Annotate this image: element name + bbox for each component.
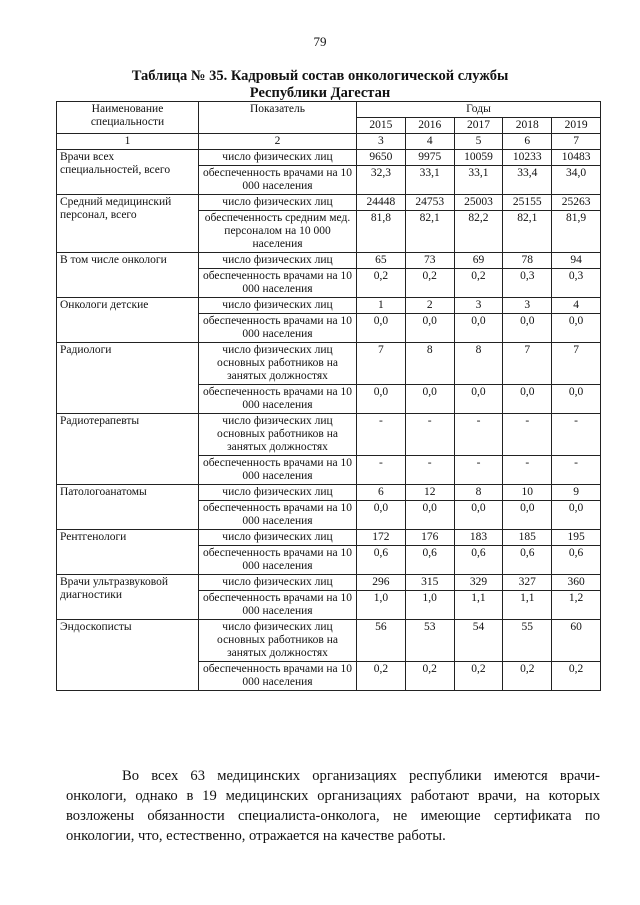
value-cell: 172 — [357, 530, 406, 546]
value-cell: 94 — [552, 253, 601, 269]
specialty-cell: Средний медицинский персонал, всего — [57, 195, 199, 253]
indicator-cell: число физических лиц — [199, 530, 357, 546]
header-year: 2016 — [405, 118, 454, 134]
value-cell: 82,1 — [405, 211, 454, 253]
value-cell: 53 — [405, 620, 454, 662]
staffing-table — [56, 101, 601, 691]
value-cell: 0,2 — [503, 662, 552, 691]
value-cell: 0,6 — [552, 546, 601, 575]
column-number: 5 — [454, 134, 503, 150]
table-row — [57, 575, 601, 591]
value-cell: 69 — [454, 253, 503, 269]
indicator-cell: обеспеченность врачами на 10 000 населения — [199, 385, 357, 414]
indicator-cell: обеспеченность врачами на 10 000 населения — [199, 501, 357, 530]
value-cell: 0,0 — [405, 314, 454, 343]
value-cell: 33,4 — [503, 166, 552, 195]
value-cell: 0,2 — [357, 662, 406, 691]
body-paragraph: Во всех 63 медицинских организациях республики имеются врачи-онкологи, однако в 19 медицинских организациях работают врачи, на которых возложены обязанности специалиста-онколога, не имеющие сертификата по онкологии, что, естественно, отражается на качестве работы. — [66, 768, 600, 844]
value-cell: 0,2 — [405, 269, 454, 298]
specialty-cell: Эндоскописты — [57, 620, 199, 691]
value-cell: - — [503, 456, 552, 485]
value-cell: 195 — [552, 530, 601, 546]
value-cell: 0,0 — [405, 501, 454, 530]
value-cell: 8 — [405, 343, 454, 385]
value-cell: 55 — [503, 620, 552, 662]
value-cell: - — [357, 456, 406, 485]
table-row — [57, 530, 601, 546]
value-cell: 10059 — [454, 150, 503, 166]
value-cell: 183 — [454, 530, 503, 546]
value-cell: 3 — [503, 298, 552, 314]
value-cell: 82,1 — [503, 211, 552, 253]
header-year: 2018 — [503, 118, 552, 134]
value-cell: 327 — [503, 575, 552, 591]
value-cell: 82,2 — [454, 211, 503, 253]
value-cell: 7 — [503, 343, 552, 385]
value-cell: 0,0 — [454, 385, 503, 414]
value-cell: 176 — [405, 530, 454, 546]
indicator-cell: число физических лиц — [199, 485, 357, 501]
value-cell: 0,0 — [552, 385, 601, 414]
value-cell: 0,2 — [454, 269, 503, 298]
indicator-cell: число физических лиц основных работников на занятых должностях — [199, 620, 357, 662]
indicator-cell: обеспеченность врачами на 10 000 населения — [199, 269, 357, 298]
value-cell: 9650 — [357, 150, 406, 166]
value-cell: 1,0 — [405, 591, 454, 620]
value-cell: 81,9 — [552, 211, 601, 253]
table-row — [57, 343, 601, 385]
value-cell: 73 — [405, 253, 454, 269]
value-cell: - — [405, 414, 454, 456]
value-cell: - — [454, 414, 503, 456]
table-title-line-2: Республики Дагестан — [249, 85, 391, 101]
value-cell: 1,0 — [357, 591, 406, 620]
value-cell: 7 — [552, 343, 601, 385]
indicator-cell: число физических лиц основных работников на занятых должностях — [199, 414, 357, 456]
value-cell: 0,0 — [503, 385, 552, 414]
value-cell: 10 — [503, 485, 552, 501]
value-cell: 0,2 — [552, 662, 601, 691]
value-cell: 10233 — [503, 150, 552, 166]
table-row — [57, 414, 601, 456]
column-number: 2 — [199, 134, 357, 150]
value-cell: 10483 — [552, 150, 601, 166]
value-cell: 0,0 — [552, 314, 601, 343]
indicator-cell: число физических лиц — [199, 298, 357, 314]
value-cell: 78 — [503, 253, 552, 269]
table-title — [0, 68, 640, 102]
header-year: 2017 — [454, 118, 503, 134]
value-cell: 24753 — [405, 195, 454, 211]
value-cell: 0,0 — [405, 385, 454, 414]
value-cell: 8 — [454, 343, 503, 385]
value-cell: 296 — [357, 575, 406, 591]
value-cell: 0,6 — [357, 546, 406, 575]
value-cell: 7 — [357, 343, 406, 385]
table-body — [57, 150, 601, 691]
value-cell: 54 — [454, 620, 503, 662]
value-cell: 81,8 — [357, 211, 406, 253]
value-cell: 0,0 — [552, 501, 601, 530]
specialty-cell: Онкологи детские — [57, 298, 199, 343]
specialty-cell: В том числе онкологи — [57, 253, 199, 298]
value-cell: 329 — [454, 575, 503, 591]
indicator-cell: обеспеченность врачами на 10 000 населения — [199, 591, 357, 620]
value-cell: 12 — [405, 485, 454, 501]
value-cell: 0,0 — [454, 501, 503, 530]
specialty-cell: Радиологи — [57, 343, 199, 414]
table-row — [57, 253, 601, 269]
value-cell: 34,0 — [552, 166, 601, 195]
indicator-cell: обеспеченность врачами на 10 000 населения — [199, 546, 357, 575]
value-cell: 0,2 — [357, 269, 406, 298]
value-cell: - — [405, 456, 454, 485]
value-cell: - — [503, 414, 552, 456]
value-cell: 0,0 — [357, 385, 406, 414]
column-number: 4 — [405, 134, 454, 150]
indicator-cell: обеспеченность врачами на 10 000 населения — [199, 456, 357, 485]
table-row — [57, 485, 601, 501]
specialty-cell: Врачи ультразвуковой диагностики — [57, 575, 199, 620]
value-cell: 0,0 — [503, 501, 552, 530]
table-row — [57, 150, 601, 166]
header-indicator: Показатель — [199, 102, 357, 134]
table-row — [57, 620, 601, 662]
value-cell: 1 — [357, 298, 406, 314]
value-cell: 0,0 — [503, 314, 552, 343]
indicator-cell: число физических лиц — [199, 150, 357, 166]
value-cell: 2 — [405, 298, 454, 314]
header-year: 2015 — [357, 118, 406, 134]
column-number: 3 — [357, 134, 406, 150]
value-cell: - — [552, 456, 601, 485]
value-cell: - — [552, 414, 601, 456]
value-cell: 25155 — [503, 195, 552, 211]
table-row — [57, 195, 601, 211]
value-cell: 1,1 — [503, 591, 552, 620]
column-number: 7 — [552, 134, 601, 150]
specialty-cell: Радиотерапевты — [57, 414, 199, 485]
value-cell: 0,0 — [454, 314, 503, 343]
value-cell: 0,0 — [357, 314, 406, 343]
table-row — [57, 298, 601, 314]
indicator-cell: число физических лиц — [199, 195, 357, 211]
header-year: 2019 — [552, 118, 601, 134]
indicator-cell: число физических лиц — [199, 253, 357, 269]
value-cell: 25003 — [454, 195, 503, 211]
value-cell: 33,1 — [405, 166, 454, 195]
value-cell: 1,2 — [552, 591, 601, 620]
value-cell: 185 — [503, 530, 552, 546]
specialty-cell: Патологоанатомы — [57, 485, 199, 530]
value-cell: 0,6 — [503, 546, 552, 575]
value-cell: - — [454, 456, 503, 485]
value-cell: 6 — [357, 485, 406, 501]
page-number: 79 — [313, 34, 327, 49]
value-cell: 33,1 — [454, 166, 503, 195]
value-cell: 24448 — [357, 195, 406, 211]
indicator-cell: число физических лиц — [199, 575, 357, 591]
value-cell: 3 — [454, 298, 503, 314]
table-title-line-1: Таблица № 35. Кадровый состав онкологической службы — [131, 68, 509, 84]
value-cell: 0,0 — [357, 501, 406, 530]
value-cell: 0,3 — [503, 269, 552, 298]
column-number: 1 — [57, 134, 199, 150]
value-cell: 315 — [405, 575, 454, 591]
value-cell: 0,2 — [454, 662, 503, 691]
indicator-cell: обеспеченность врачами на 10 000 населения — [199, 314, 357, 343]
header-years: Годы — [357, 102, 601, 118]
value-cell: 25263 — [552, 195, 601, 211]
specialty-cell: Врачи всех специальностей, всего — [57, 150, 199, 195]
value-cell: 0,2 — [405, 662, 454, 691]
header-specialty: Наименование специальности — [57, 102, 199, 134]
value-cell: 56 — [357, 620, 406, 662]
value-cell: 4 — [552, 298, 601, 314]
value-cell: 9975 — [405, 150, 454, 166]
value-cell: 65 — [357, 253, 406, 269]
specialty-cell: Рентгенологи — [57, 530, 199, 575]
value-cell: 32,3 — [357, 166, 406, 195]
value-cell: 0,3 — [552, 269, 601, 298]
value-cell: - — [357, 414, 406, 456]
value-cell: 0,6 — [454, 546, 503, 575]
value-cell: 8 — [454, 485, 503, 501]
indicator-cell: обеспеченность средним мед. персоналом на 10 000 населения — [199, 211, 357, 253]
indicator-cell: обеспеченность врачами на 10 000 населения — [199, 662, 357, 691]
value-cell: 9 — [552, 485, 601, 501]
value-cell: 1,1 — [454, 591, 503, 620]
indicator-cell: число физических лиц основных работников на занятых должностях — [199, 343, 357, 385]
column-number: 6 — [503, 134, 552, 150]
value-cell: 60 — [552, 620, 601, 662]
value-cell: 360 — [552, 575, 601, 591]
indicator-cell: обеспеченность врачами на 10 000 населения — [199, 166, 357, 195]
value-cell: 0,6 — [405, 546, 454, 575]
